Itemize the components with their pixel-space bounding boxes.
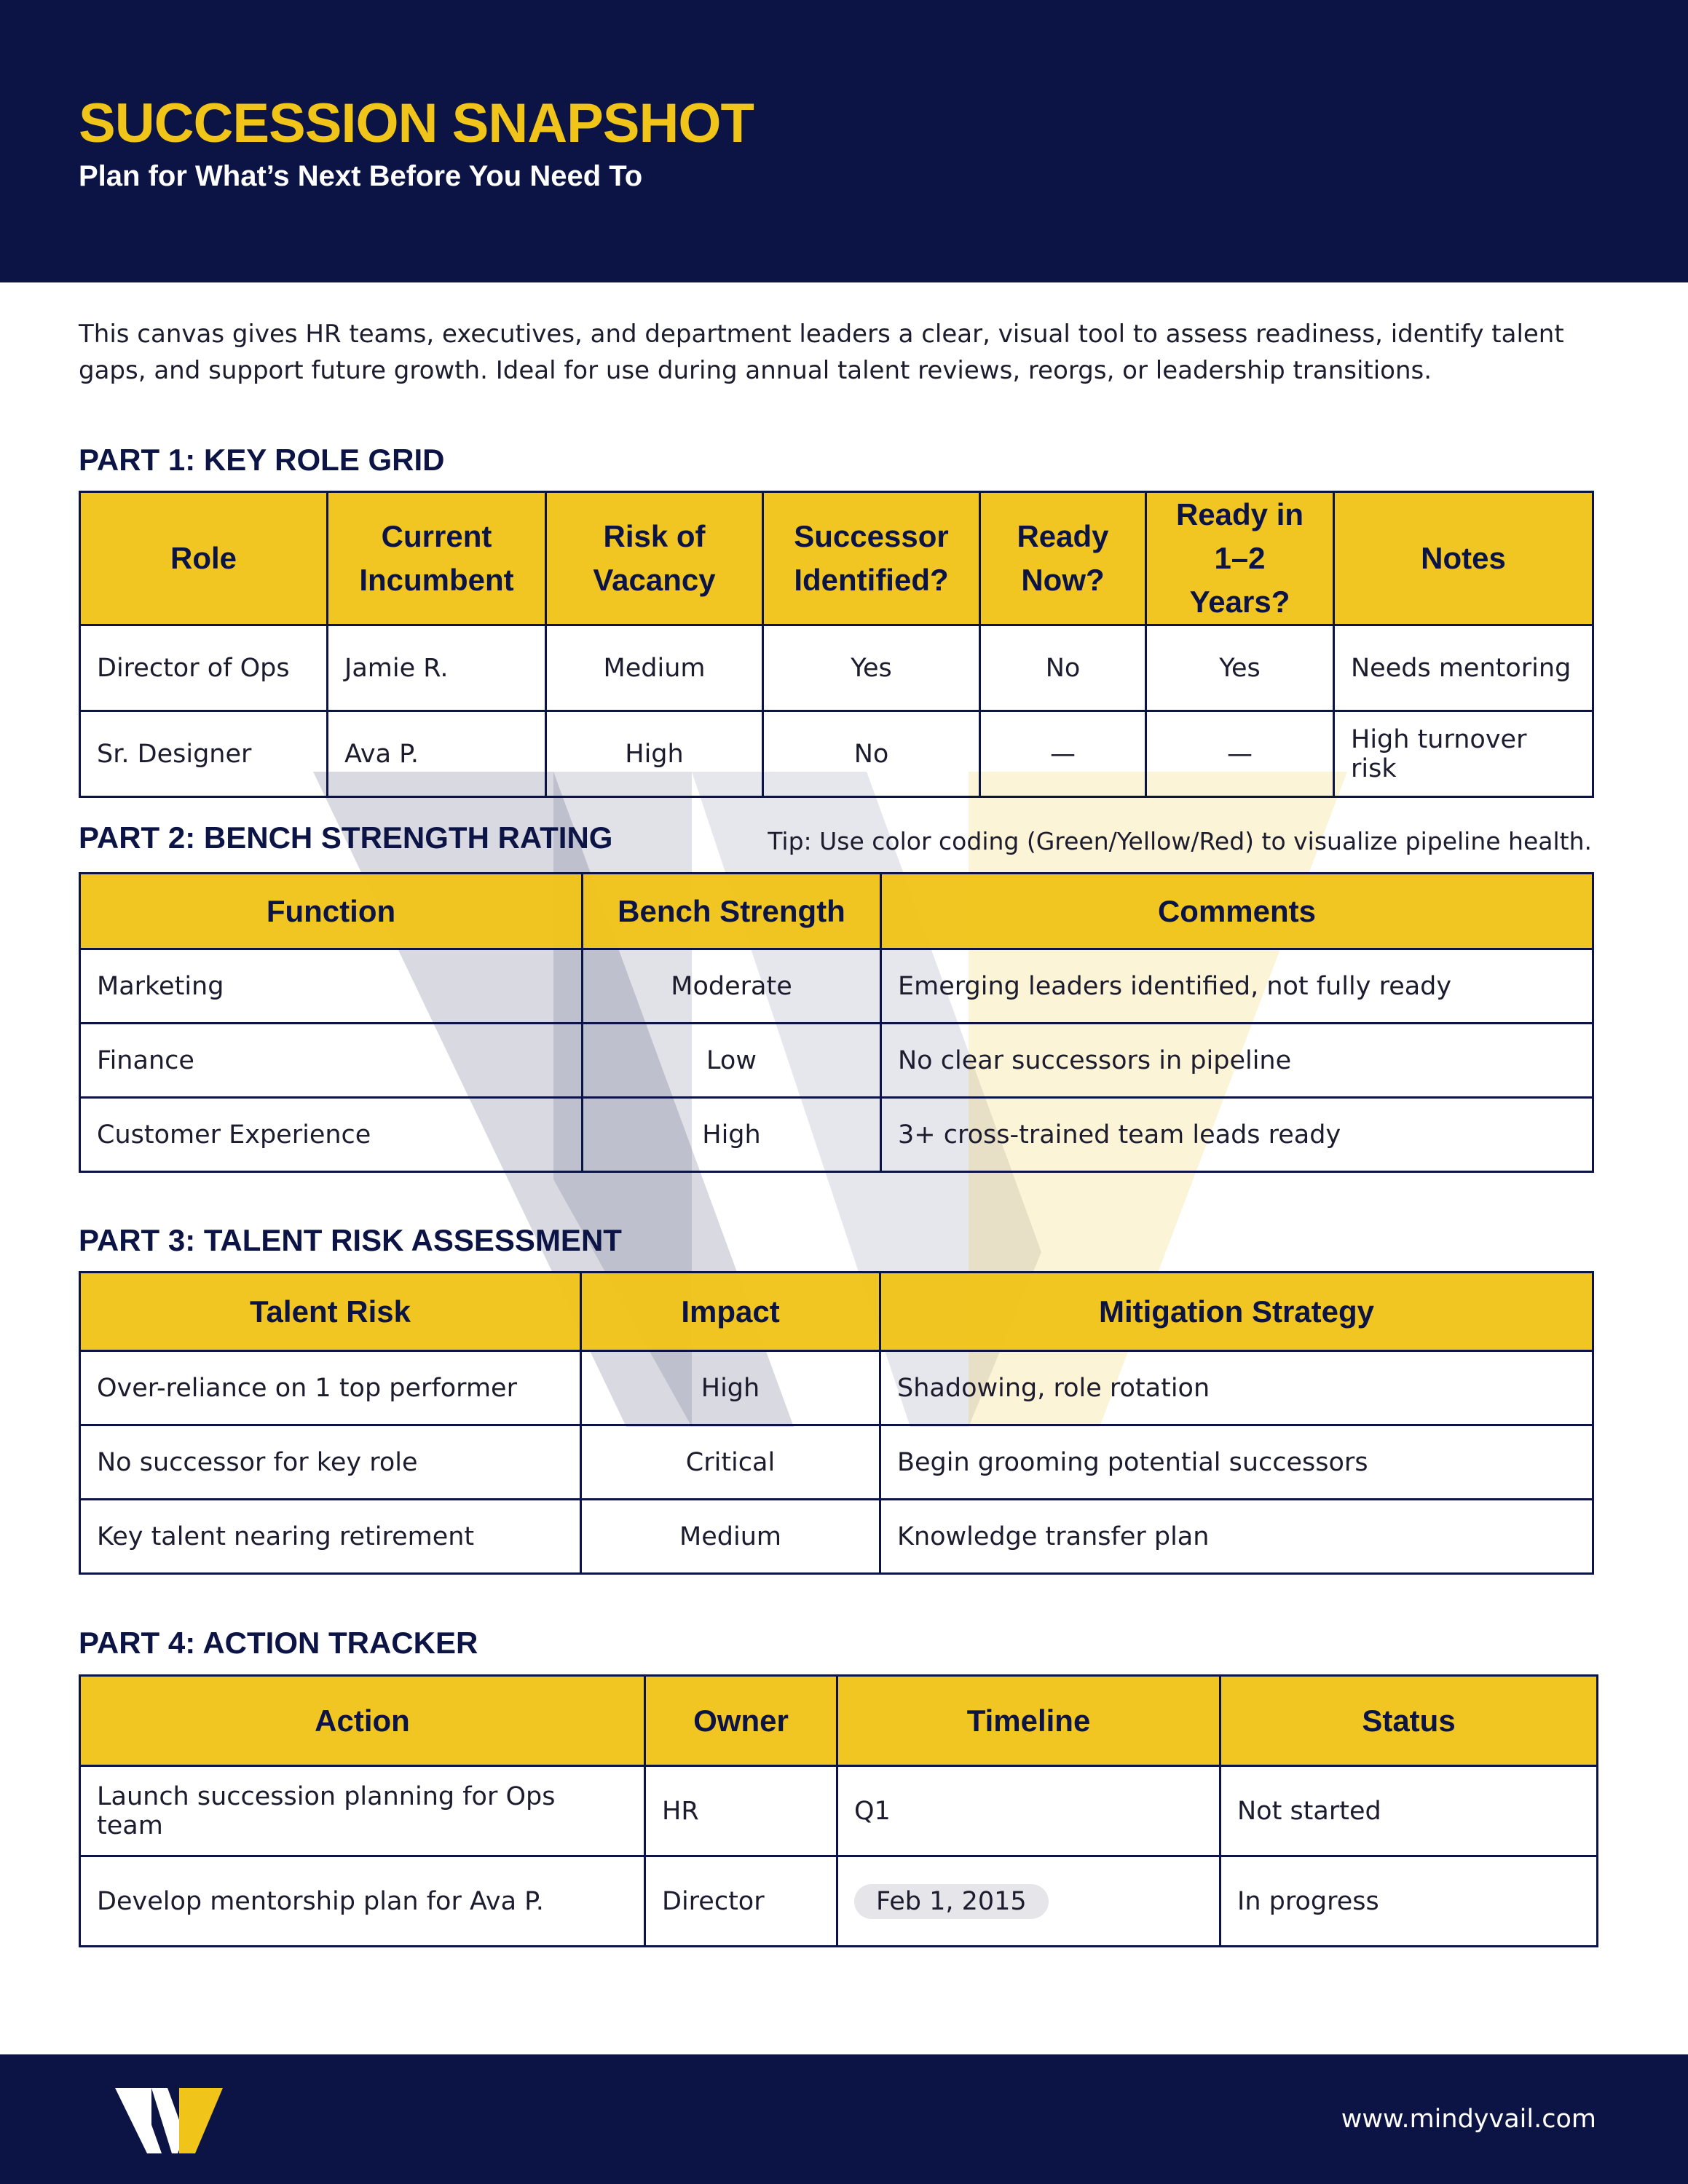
- table-cell: No: [763, 711, 980, 797]
- intro-paragraph: This canvas gives HR teams, executives, and department leaders a clear, visual tool to assess readiness, identify talent gaps, and support future growth. Ideal for use during annual talent reviews, reorgs, or leadership transitions.: [79, 320, 1564, 385]
- part1-title: PART 1: KEY ROLE GRID: [79, 443, 445, 477]
- table-cell: Low: [583, 1024, 881, 1098]
- col-header-ready-now: Ready Now?: [980, 492, 1146, 625]
- table-row: [80, 1351, 1593, 1425]
- col-header-impact: Impact: [581, 1273, 880, 1351]
- col-header-mitigation-strategy: Mitigation Strategy: [880, 1273, 1593, 1351]
- table-cell: Medium: [581, 1500, 880, 1574]
- col-header-talent-risk: Talent Risk: [80, 1273, 581, 1351]
- table-row: [80, 625, 1593, 711]
- col-header-risk-of-vacancy: Risk of Vacancy: [546, 492, 763, 625]
- date-chip[interactable]: Feb 1, 2015: [854, 1884, 1049, 1919]
- table-cell: Marketing: [80, 949, 583, 1024]
- table-row: [80, 1024, 1593, 1098]
- table-cell: No: [980, 625, 1146, 711]
- part4-title: PART 4: ACTION TRACKER: [79, 1626, 478, 1660]
- table-row: [80, 1500, 1593, 1574]
- table-header-row: [80, 1273, 1593, 1351]
- col-header-comments: Comments: [881, 874, 1593, 949]
- action-tracker-table: [79, 1674, 1598, 1947]
- table-cell: No clear successors in pipeline: [881, 1024, 1593, 1098]
- table-cell: Over-reliance on 1 top performer: [80, 1351, 581, 1425]
- table-cell: 3+ cross-trained team leads ready: [881, 1098, 1593, 1172]
- table-cell: Launch succession planning for Ops team: [80, 1766, 645, 1856]
- table-cell: Key talent nearing retirement: [80, 1500, 581, 1574]
- table-row: [80, 949, 1593, 1024]
- table-row: [80, 1425, 1593, 1500]
- table-cell: Emerging leaders identified, not fully ready: [881, 949, 1593, 1024]
- table-header-row: [80, 874, 1593, 949]
- part2-title: PART 2: BENCH STRENGTH RATING: [79, 820, 613, 855]
- col-header-function: Function: [80, 874, 583, 949]
- col-header-role: Role: [80, 492, 328, 625]
- table-cell: Not started: [1220, 1766, 1598, 1856]
- table-cell: [837, 1856, 1220, 1947]
- table-cell: Begin grooming potential successors: [880, 1425, 1593, 1500]
- table-row: [80, 1856, 1598, 1947]
- col-header-ready-1-2-years: Ready in 1–2 Years?: [1146, 492, 1334, 625]
- table-cell: Yes: [1146, 625, 1334, 711]
- table-cell: Sr. Designer: [80, 711, 328, 797]
- table-cell: Needs mentoring: [1334, 625, 1593, 711]
- table-header-row: [80, 492, 1593, 625]
- table-cell: Director: [645, 1856, 837, 1947]
- table-cell: Develop mentorship plan for Ava P.: [80, 1856, 645, 1947]
- table-cell: No successor for key role: [80, 1425, 581, 1500]
- table-cell: Customer Experience: [80, 1098, 583, 1172]
- table-header-row: [80, 1676, 1598, 1766]
- table-cell: Director of Ops: [80, 625, 328, 711]
- table-cell: Ava P.: [328, 711, 546, 797]
- table-cell: Moderate: [583, 949, 881, 1024]
- table-cell: High: [546, 711, 763, 797]
- table-cell: High: [583, 1098, 881, 1172]
- col-header-current-incumbent: Current Incumbent: [328, 492, 546, 625]
- header-banner: [0, 0, 1688, 282]
- talent-risk-table: [79, 1271, 1594, 1575]
- mv-logo: [115, 2088, 224, 2153]
- col-header-owner: Owner: [645, 1676, 837, 1766]
- table-cell: Critical: [581, 1425, 880, 1500]
- table-cell: HR: [645, 1766, 837, 1856]
- table-row: [80, 1766, 1598, 1856]
- table-cell: Knowledge transfer plan: [880, 1500, 1593, 1574]
- footer-banner: [0, 2054, 1688, 2184]
- col-header-action: Action: [80, 1676, 645, 1766]
- table-cell: Q1: [837, 1766, 1220, 1856]
- part3-title: PART 3: TALENT RISK ASSESSMENT: [79, 1223, 622, 1257]
- table-cell: Jamie R.: [328, 625, 546, 711]
- table-cell: High turnover risk: [1334, 711, 1593, 797]
- table-row: [80, 711, 1593, 797]
- bench-strength-table: [79, 872, 1594, 1173]
- table-cell: —: [1146, 711, 1334, 797]
- page-subtitle: Plan for What’s Next Before You Need To: [79, 160, 643, 192]
- table-cell: Medium: [546, 625, 763, 711]
- table-cell: Yes: [763, 625, 980, 711]
- table-cell: Finance: [80, 1024, 583, 1098]
- table-cell: High: [581, 1351, 880, 1425]
- col-header-timeline: Timeline: [837, 1676, 1220, 1766]
- website-link[interactable]: www.mindyvail.com: [1341, 2105, 1596, 2134]
- col-header-status: Status: [1220, 1676, 1598, 1766]
- col-header-notes: Notes: [1334, 492, 1593, 625]
- table-cell: In progress: [1220, 1856, 1598, 1947]
- col-header-successor-identified: Successor Identified?: [763, 492, 980, 625]
- page-title: SUCCESSION SNAPSHOT: [79, 92, 754, 154]
- table-cell: Shadowing, role rotation: [880, 1351, 1593, 1425]
- col-header-bench-strength: Bench Strength: [583, 874, 881, 949]
- key-role-grid-table: [79, 491, 1594, 798]
- color-coding-tip: Tip: Use color coding (Green/Yellow/Red) to visualize pipeline health.: [768, 827, 1592, 855]
- table-cell: —: [980, 711, 1146, 797]
- table-row: [80, 1098, 1593, 1172]
